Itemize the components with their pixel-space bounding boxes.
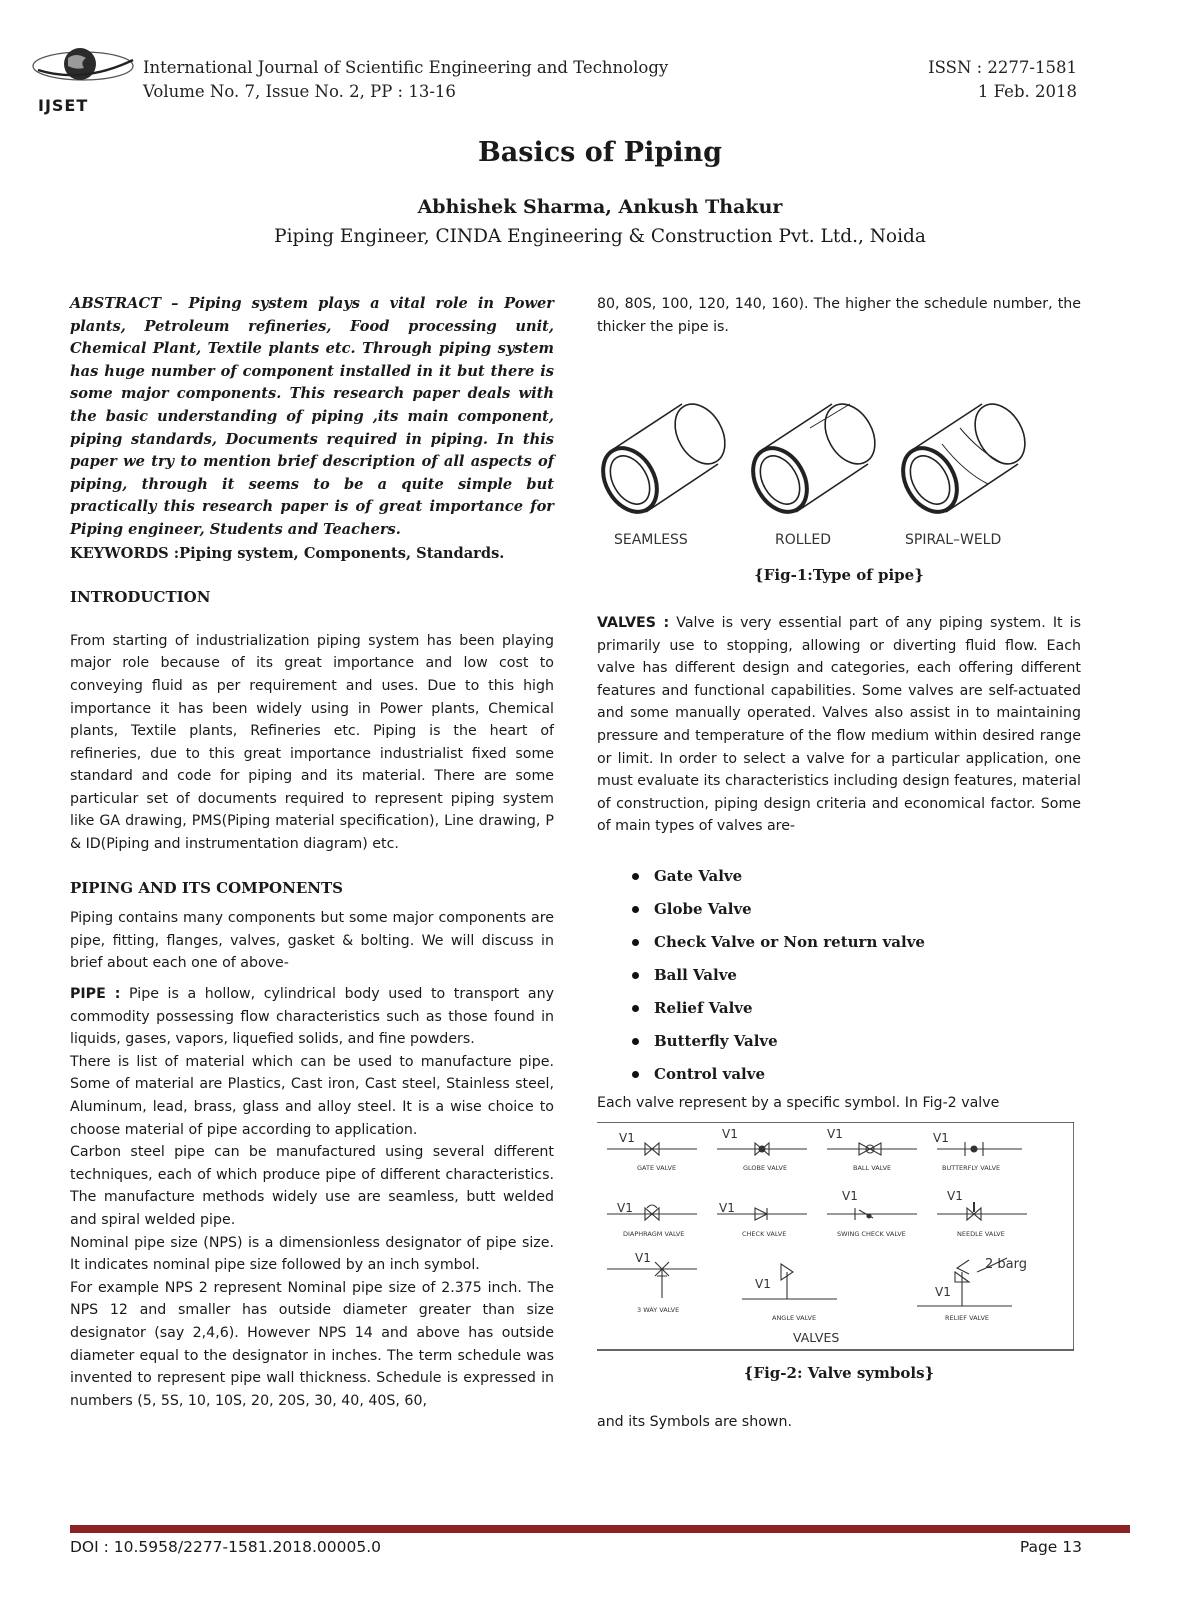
valve-name: RELIEF VALVE [945, 1314, 990, 1322]
valve-name: ANGLE VALVE [772, 1314, 817, 1322]
pipe-label-spiral-weld: SPIRAL–WELD [905, 532, 1002, 548]
paper-affiliation: Piping Engineer, CINDA Engineering & Construction Pvt. Ltd., Noida [274, 226, 926, 247]
valve-tag: V1 [947, 1189, 963, 1203]
valves-text: Valve is very essential part of any piping system. It is primarily use to stopping, allowing or diverting fluid flow. Each valve has different design and categories, each offering different features and functional capabilities. Some valves are self-actuated and some manually operated. Valves also assist in to maintaining pressure and temperature of the flow medium within desired range or limit. In order to select a valve for a particular application, one must evaluate its characteristics including design features, material of construction, piping design criteria and economical factor. Some of main types of valves are- [597, 615, 1081, 835]
journal-logo [28, 40, 138, 116]
footer-rule [70, 1525, 1130, 1533]
section-introduction-heading: INTRODUCTION [70, 588, 211, 607]
valve-name: BALL VALVE [853, 1164, 892, 1172]
valve-tag: V1 [617, 1201, 633, 1215]
paper-title: Basics of Piping [477, 137, 723, 168]
valve-name: CHECK VALVE [742, 1230, 787, 1238]
valve-tag: V1 [719, 1201, 735, 1215]
schedule-continuation: 80, 80S, 100, 120, 140, 160). The higher the schedule number, the thicker the pipe is. [597, 296, 1081, 335]
nps-paragraph: Nominal pipe size (NPS) is a dimensionless designator of pipe size. It indicates nominal pipe size followed by an inch symbol. [70, 1234, 554, 1274]
valve-name: GATE VALVE [637, 1164, 677, 1172]
valve-name: DIAPHRAGM VALVE [623, 1230, 685, 1238]
keywords: KEYWORDS :Piping system, Components, Standards. [70, 544, 505, 562]
pipe-label-rolled: ROLLED [775, 532, 831, 548]
valve-tag: V1 [935, 1285, 951, 1299]
valve-symbols-drawing [597, 1122, 1074, 1356]
pipe-paragraph [70, 983, 554, 1051]
list-item: Gate Valve [632, 865, 1072, 898]
valve-type-list [632, 865, 1072, 1096]
material-paragraph: There is list of material which can be used to manufacture pipe. Some of material are Plastics, Cast iron, Cast steel, Stainless steel, Aluminum, lead, brass, glass and alloy steel. It is a wise choice to choose material of pipe according to application. [70, 1053, 554, 1138]
pipe-lead: PIPE : [70, 986, 121, 1003]
section-components-heading: PIPING AND ITS COMPONENTS [70, 878, 343, 897]
issue-date: 1 Feb. 2018 [977, 82, 1077, 101]
figure-2-caption: {Fig-2: Valve symbols} [743, 1364, 935, 1382]
example-paragraph: For example NPS 2 represent Nominal pipe size of 2.375 inch. The NPS 12 and smaller has outside diameter greater than size designator (say 2,4,6). However NPS 14 and above has outside diameter equal to the designator in inches. The term schedule was invented to represent pipe wall thickness. Schedule is expressed in numbers (5, 5S, 10, 10S, 20, 20S, 30, 40, 40S, 60, [70, 1279, 554, 1409]
left-column [70, 293, 554, 1412]
valves-lead: VALVES : [597, 615, 670, 631]
issn: ISSN : 2277-1581 [928, 58, 1077, 77]
valve-figure-footer: VALVES [793, 1330, 840, 1345]
list-item: Globe Valve [632, 898, 1072, 931]
valve-tag: V1 [827, 1127, 843, 1141]
valve-tag: V1 [619, 1131, 635, 1145]
valve-tag: V1 [635, 1251, 651, 1265]
pipe-text: Pipe is a hollow, cylindrical body used to transport any commodity possessing flow characteristics such as those found in liquids, gases, vapors, liquefied solids, and fine powders. [70, 986, 554, 1048]
valve-tag: V1 [755, 1277, 771, 1291]
list-item: Ball Valve [632, 964, 1072, 997]
carbon-steel-paragraph: Carbon steel pipe can be manufactured using several different techniques, each of which produce pipe of different characteristics. The manufacture methods widely use are seamless, butt welded and spiral welded pipe. [70, 1144, 554, 1228]
figure-pipe-types [600, 392, 1040, 556]
list-item: Butterfly Valve [632, 1030, 1072, 1063]
components-paragraph: Piping contains many components but some major components are pipe, fitting, flanges, valves, gasket & bolting. We will discuss in brief about each one of above- [70, 910, 554, 972]
paper-authors: Abhishek Sharma, Ankush Thakur [417, 196, 783, 218]
valve-tag: V1 [933, 1131, 949, 1145]
valves-paragraph [597, 612, 1081, 838]
valve-name: SWING CHECK VALVE [837, 1230, 906, 1238]
spiral-weld-pipe-icon [892, 395, 1035, 521]
valve-name: GLOBE VALVE [743, 1164, 788, 1172]
list-item: Check Valve or Non return valve [632, 931, 1072, 964]
pipe-label-seamless: SEAMLESS [614, 532, 688, 548]
symbol-intro: Each valve represent by a specific symbol. In Fig-2 valve [597, 1095, 1000, 1111]
doi: DOI : 10.5958/2277-1581.2018.00005.0 [70, 1538, 381, 1556]
list-item: Control valve [632, 1063, 1072, 1096]
valve-tag: V1 [842, 1189, 858, 1203]
abstract: ABSTRACT – Piping system plays a vital role in Power plants, Petroleum refineries, Food processing unit, Chemical Plant, Textile plants etc. Through piping system has huge number of component installed in it but there is some major components. This research paper deals with the basic understanding of piping ,its main component, piping standards, Documents required in piping. In this paper we try to mention brief description of all aspects of piping, through it seems to be a quite simple but practically this research paper is of great importance for Piping engineer, Students and Teachers. [70, 295, 554, 538]
page-number: Page 13 [1019, 1538, 1082, 1556]
rolled-pipe-icon [742, 392, 885, 521]
list-item: Relief Valve [632, 997, 1072, 1030]
logo-text: IJSET [38, 96, 89, 115]
valve-name: 3 WAY VALVE [637, 1306, 680, 1314]
introduction-paragraph: From starting of industrialization piping system has been playing major role because of its great importance and low cost to conveying fluid as per requirement and uses. Due to this high importance it has been widely using in Power plants, Chemical plants, Textile plants, Refineries etc. Piping is the heart of refineries, due to this great importance industrialist fixed some standard and code for piping and its material. There are some particular set of documents required to represent piping system like GA drawing, PMS(Piping material specification), Line drawing, P & ID(Piping and instrumentation diagram) etc. [70, 632, 554, 853]
relief-pressure-label: 2 barg [985, 1257, 1027, 1272]
valve-tag: V1 [722, 1127, 738, 1141]
symbols-continuation: and its Symbols are shown. [597, 1414, 792, 1430]
figure-1-caption: {Fig-1:Type of pipe} [754, 566, 924, 584]
journal-volume: Volume No. 7, Issue No. 2, PP : 13-16 [143, 82, 456, 101]
valve-name: NEEDLE VALVE [957, 1230, 1005, 1238]
valve-name: BUTTERFLY VALVE [942, 1164, 1001, 1172]
journal-name: International Journal of Scientific Engineering and Technology [143, 58, 669, 77]
seamless-pipe-icon [600, 395, 735, 521]
figure-valve-symbols [597, 1122, 1074, 1356]
